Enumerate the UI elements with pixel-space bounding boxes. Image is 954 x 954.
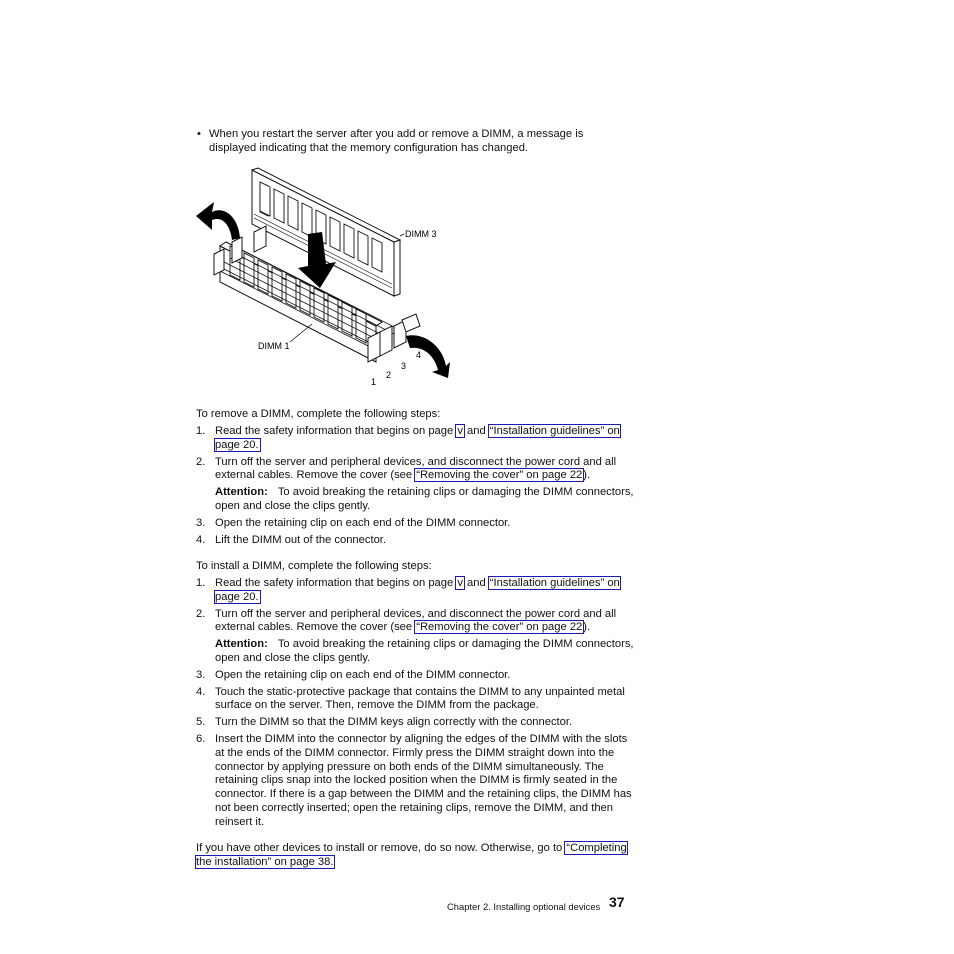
attention-text: To avoid breaking the retaining clips or damaging the DIMM connectors, open and close the clips gently.	[215, 486, 634, 512]
remove-step-3	[196, 517, 636, 531]
step-text: Turn the DIMM so that the DIMM keys align correctly with the connector.	[215, 716, 573, 729]
step-text: Turn off the server and peripheral devices, and disconnect the power cord and all external cables. Remove the cover (see	[215, 455, 617, 482]
page-v-link[interactable]: v	[457, 577, 463, 589]
page-number: 37	[609, 894, 625, 910]
step-text: Read the safety information that begins on page	[215, 577, 457, 589]
install-step-5	[196, 716, 636, 730]
step-text: Read the safety information that begins on page	[215, 425, 457, 437]
completing-installation-link[interactable]: “Completing the installation” on page 38.	[196, 842, 627, 868]
restart-note	[197, 128, 627, 156]
install-step-4	[196, 686, 636, 714]
dimm-diagram	[194, 166, 456, 392]
remove-step-2	[196, 456, 636, 514]
chapter-footer: Chapter 2. Installing optional devices	[447, 901, 601, 912]
remove-steps	[196, 425, 636, 550]
attention-label: Attention:	[215, 638, 268, 651]
step-text: ).	[583, 621, 591, 634]
step-number: 6.	[196, 732, 206, 745]
step-text: Touch the static-protective package that contains the DIMM to any unpainted metal surface on the server. Then, remove the DIMM from the package.	[215, 685, 625, 712]
step-text: Turn off the server and peripheral devices, and disconnect the power cord and all external cables. Remove the cover (see	[215, 607, 617, 634]
dimm-illustration	[194, 166, 456, 392]
slot-label-1: 1	[371, 377, 377, 387]
installation-guidelines-link[interactable]: “Installation guidelines” on page 20.	[215, 577, 620, 603]
restart-note-text: When you restart the server after you add or remove a DIMM, a message is displayed indicating that the memory configuration has changed.	[209, 128, 584, 154]
closing-paragraph	[196, 842, 636, 870]
attention-note	[215, 486, 636, 514]
install-step-6	[196, 733, 636, 830]
step-text: Insert the DIMM into the connector by aligning the edges of the DIMM with the slots at the ends of the DIMM connector. Firmly press the DIMM straight down into the connector by applying pressure on both ends of the DIMM simultaneously. The retaining clips snap into the locked position when the DIMM is firmly seated in the connector. If there is a gap between the DIMM and the retaining clips, the DIMM has not been correctly inserted; open the retaining clips, remove the DIMM, and then reinsert it.	[215, 732, 632, 828]
step-number: 1.	[196, 425, 206, 437]
step-number: 1.	[196, 577, 206, 589]
step-number: 4.	[196, 533, 206, 546]
removing-cover-link[interactable]: “Removing the cover” on page 22	[416, 469, 583, 482]
step-text: ).	[583, 469, 591, 482]
remove-step-1	[196, 425, 636, 453]
dimm1-label: DIMM 1	[258, 341, 290, 351]
step-text: Open the retaining clip on each end of the DIMM connector.	[215, 516, 511, 529]
attention-note	[215, 638, 636, 666]
remove-step-4	[196, 534, 636, 548]
clip-open-arrow-right	[406, 335, 450, 378]
clip-open-arrow-left	[196, 202, 240, 240]
attention-label: Attention:	[215, 486, 268, 499]
install-step-1	[196, 577, 636, 605]
dimm3-label: DIMM 3	[405, 229, 437, 239]
step-number: 4.	[196, 685, 206, 698]
slot-label-4: 4	[416, 350, 422, 360]
step-text: and	[463, 425, 489, 437]
remove-intro: To remove a DIMM, complete the following steps:	[196, 408, 441, 420]
install-step-2	[196, 608, 636, 666]
install-intro: To install a DIMM, complete the following steps:	[196, 560, 432, 572]
removing-cover-link[interactable]: “Removing the cover” on page 22	[416, 621, 583, 634]
install-steps	[196, 577, 636, 833]
page-v-link[interactable]: v	[457, 425, 463, 437]
closing-text: If you have other devices to install or remove, do so now. Otherwise, go to	[196, 842, 566, 854]
step-number: 2.	[196, 455, 206, 468]
step-text: Lift the DIMM out of the connector.	[215, 533, 387, 546]
installation-guidelines-link[interactable]: “Installation guidelines” on page 20.	[215, 425, 620, 451]
step-number: 5.	[196, 716, 206, 729]
step-number: 2.	[196, 607, 206, 620]
step-number: 3.	[196, 516, 206, 529]
step-text: and	[463, 577, 489, 589]
slot-label-3: 3	[401, 361, 407, 371]
step-text: Open the retaining clip on each end of the DIMM connector.	[215, 668, 511, 681]
install-step-3	[196, 669, 636, 683]
bullet-marker: •	[197, 128, 201, 140]
attention-text: To avoid breaking the retaining clips or damaging the DIMM connectors, open and close the clips gently.	[215, 638, 634, 664]
step-number: 3.	[196, 668, 206, 681]
slot-label-2: 2	[386, 370, 392, 380]
